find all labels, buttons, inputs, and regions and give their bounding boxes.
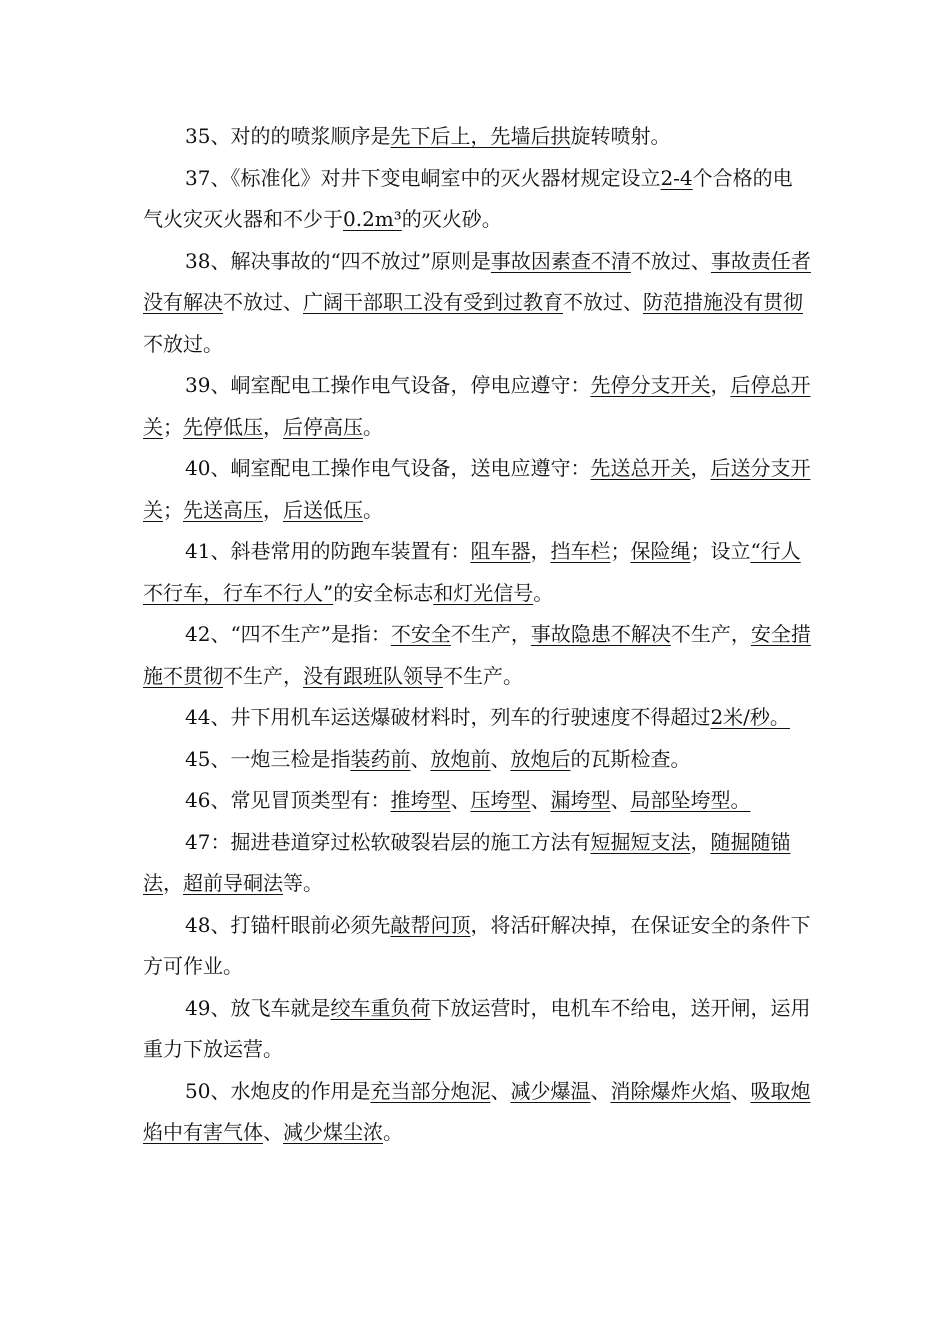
text-segment: 不生产， xyxy=(450,622,531,646)
paragraph-49 xyxy=(143,988,811,1071)
underlined-answer: 安全措施不贯彻 xyxy=(143,622,811,688)
text-segment: 不放过、 xyxy=(223,290,303,314)
text-segment: 、 xyxy=(730,1078,751,1103)
underlined-answer: 压垮型 xyxy=(470,788,531,812)
underlined-answer: 2-4 xyxy=(660,165,693,190)
text-segment: 、 xyxy=(450,788,471,812)
underlined-answer: 事故因素查不清 xyxy=(490,248,631,273)
underlined-answer: “行人不行车，行车不行人” xyxy=(143,539,801,605)
text-segment: 下放运营时，电机车不给电，送开闸，运用重力下放运营。 xyxy=(143,995,811,1061)
text-segment: ， xyxy=(690,829,711,854)
text-segment: 不放过、 xyxy=(563,290,643,314)
text-segment: 不生产， xyxy=(223,663,303,688)
paragraph-46 xyxy=(143,780,811,822)
underlined-answer: 后停总开关 xyxy=(143,373,811,439)
text-segment: 48、打锚杆眼前必须先 xyxy=(185,912,391,937)
underlined-answer: 减少爆温 xyxy=(510,1078,591,1103)
paragraph-35 xyxy=(143,116,811,158)
text-segment: 、 xyxy=(490,746,511,771)
text-segment: 38、解决事故的“四不放过”原则是 xyxy=(185,248,491,273)
underlined-answer: 绞车重负荷 xyxy=(330,995,431,1020)
text-segment: 、 xyxy=(490,1078,511,1103)
text-segment: ， xyxy=(690,456,711,480)
underlined-answer: 0.2m³ xyxy=(343,207,402,231)
underlined-answer: 后停高压 xyxy=(283,414,363,439)
paragraph-37 xyxy=(143,158,811,241)
underlined-answer: 和灯光信号 xyxy=(433,580,534,605)
underlined-answer: 后送分支开关 xyxy=(143,456,811,522)
text-segment: 45、一炮三检是指 xyxy=(185,746,351,771)
underlined-answer: 先下后上，先墙后拱 xyxy=(390,124,571,148)
text-segment: 的灭火砂。 xyxy=(401,207,502,231)
text-segment: 、 xyxy=(410,746,431,771)
underlined-answer: 充当部分炮泥 xyxy=(370,1078,491,1103)
paragraph-44 xyxy=(143,697,811,739)
underlined-answer: 先停低压 xyxy=(183,414,263,439)
underlined-answer: 没有跟班队领导 xyxy=(303,663,443,688)
text-segment: ， xyxy=(263,414,283,439)
underlined-answer: 挡车栏 xyxy=(550,539,611,563)
underlined-answer: 事故隐患不解决 xyxy=(530,622,671,646)
underlined-answer: 放炮前 xyxy=(430,746,491,771)
text-segment: 、 xyxy=(530,788,551,812)
text-segment: 。 xyxy=(363,497,383,522)
paragraph-45 xyxy=(143,739,811,781)
text-segment: 35、对的的喷浆顺序是 xyxy=(185,124,391,148)
paragraph-48 xyxy=(143,905,811,988)
text-segment: 、 xyxy=(263,1120,283,1144)
text-segment: 37、《标准化》对井下变电峒室中的灭火器材规定设立 xyxy=(185,165,661,190)
underlined-answer: 先送总开关 xyxy=(590,456,691,480)
text-segment: ；设立 xyxy=(690,539,751,563)
underlined-answer: 漏垮型 xyxy=(550,788,611,812)
underlined-answer: 随掘随锚法 xyxy=(143,829,791,895)
underlined-answer: 装药前 xyxy=(350,746,411,771)
text-segment: 不放过、 xyxy=(630,248,711,273)
text-segment: 44、井下用机车运送爆破材料时，列车的行驶速度不得超过 xyxy=(185,705,711,729)
underlined-answer: 保险绳 xyxy=(630,539,691,563)
underlined-answer: 吸取炮焰中有害气体 xyxy=(143,1078,811,1144)
underlined-answer: 短掘短支法 xyxy=(590,829,691,854)
text-segment: 49、放飞车就是 xyxy=(185,995,331,1020)
text-segment: 40、峒室配电工操作电气设备，送电应遵守： xyxy=(185,456,591,480)
text-segment: ； xyxy=(610,539,631,563)
underlined-answer: 减少煤尘浓 xyxy=(283,1120,383,1144)
text-segment: 的安全标志 xyxy=(333,580,434,605)
paragraph-42 xyxy=(143,614,811,697)
text-segment: 不生产。 xyxy=(443,663,523,688)
text-segment: 50、水炮皮的作用是 xyxy=(185,1078,371,1103)
text-segment: ； xyxy=(163,414,183,439)
text-segment: ， xyxy=(710,373,731,397)
text-segment: 47：掘进巷道穿过松软破裂岩层的施工方法有 xyxy=(185,829,591,854)
document-body xyxy=(143,116,811,1154)
text-segment: ， xyxy=(530,539,551,563)
text-segment: 39、峒室配电工操作电气设备，停电应遵守： xyxy=(185,373,591,397)
underlined-answer: 2米/秒。 xyxy=(710,705,790,729)
text-segment: 。 xyxy=(533,580,554,605)
text-segment: ， xyxy=(263,497,283,522)
underlined-answer: 防范措施没有贯彻 xyxy=(643,290,803,314)
paragraph-50 xyxy=(143,1071,811,1154)
text-segment: 、 xyxy=(610,788,631,812)
text-segment: 。 xyxy=(363,414,383,439)
text-segment: 的瓦斯检查。 xyxy=(570,746,691,771)
underlined-answer: 先停分支开关 xyxy=(590,373,711,397)
paragraph-41 xyxy=(143,531,811,614)
paragraph-39 xyxy=(143,365,811,448)
underlined-answer: 推垮型 xyxy=(390,788,451,812)
underlined-answer: 事故责任者没有解决 xyxy=(143,248,811,314)
underlined-answer: 敲帮问顶 xyxy=(390,912,471,937)
text-segment: ， xyxy=(163,871,183,895)
underlined-answer: 广阔干部职工没有受到过教育 xyxy=(303,290,563,314)
underlined-answer: 先送高压 xyxy=(183,497,263,522)
text-segment: 等。 xyxy=(283,871,323,895)
text-segment: ，将活矸解决掉，在保证安全的条件下方可作业。 xyxy=(143,912,811,978)
underlined-answer: 超前导硐法 xyxy=(183,871,283,895)
underlined-answer: 消除爆炸火焰 xyxy=(610,1078,731,1103)
text-segment: 旋转喷射。 xyxy=(570,124,671,148)
text-segment: 46、常见冒顶类型有： xyxy=(185,788,391,812)
text-segment: 不放过。 xyxy=(143,331,223,356)
text-segment: 不生产， xyxy=(670,622,751,646)
underlined-answer: 局部坠垮型。 xyxy=(630,788,751,812)
underlined-answer: 阻车器 xyxy=(470,539,531,563)
underlined-answer: 放炮后 xyxy=(510,746,571,771)
paragraph-40 xyxy=(143,448,811,531)
paragraph-38 xyxy=(143,241,811,366)
underlined-answer: 不安全 xyxy=(390,622,451,646)
text-segment: 42、“四不生产”是指： xyxy=(185,622,391,646)
text-segment: ； xyxy=(163,497,183,522)
underlined-answer: 后送低压 xyxy=(283,497,363,522)
text-segment: 、 xyxy=(590,1078,611,1103)
paragraph-47 xyxy=(143,822,811,905)
text-segment: 41、斜巷常用的防跑车装置有： xyxy=(185,539,471,563)
text-segment: 。 xyxy=(383,1120,403,1144)
text-segment: 个合格的电气火灾灭火器和不少于 xyxy=(143,165,793,231)
